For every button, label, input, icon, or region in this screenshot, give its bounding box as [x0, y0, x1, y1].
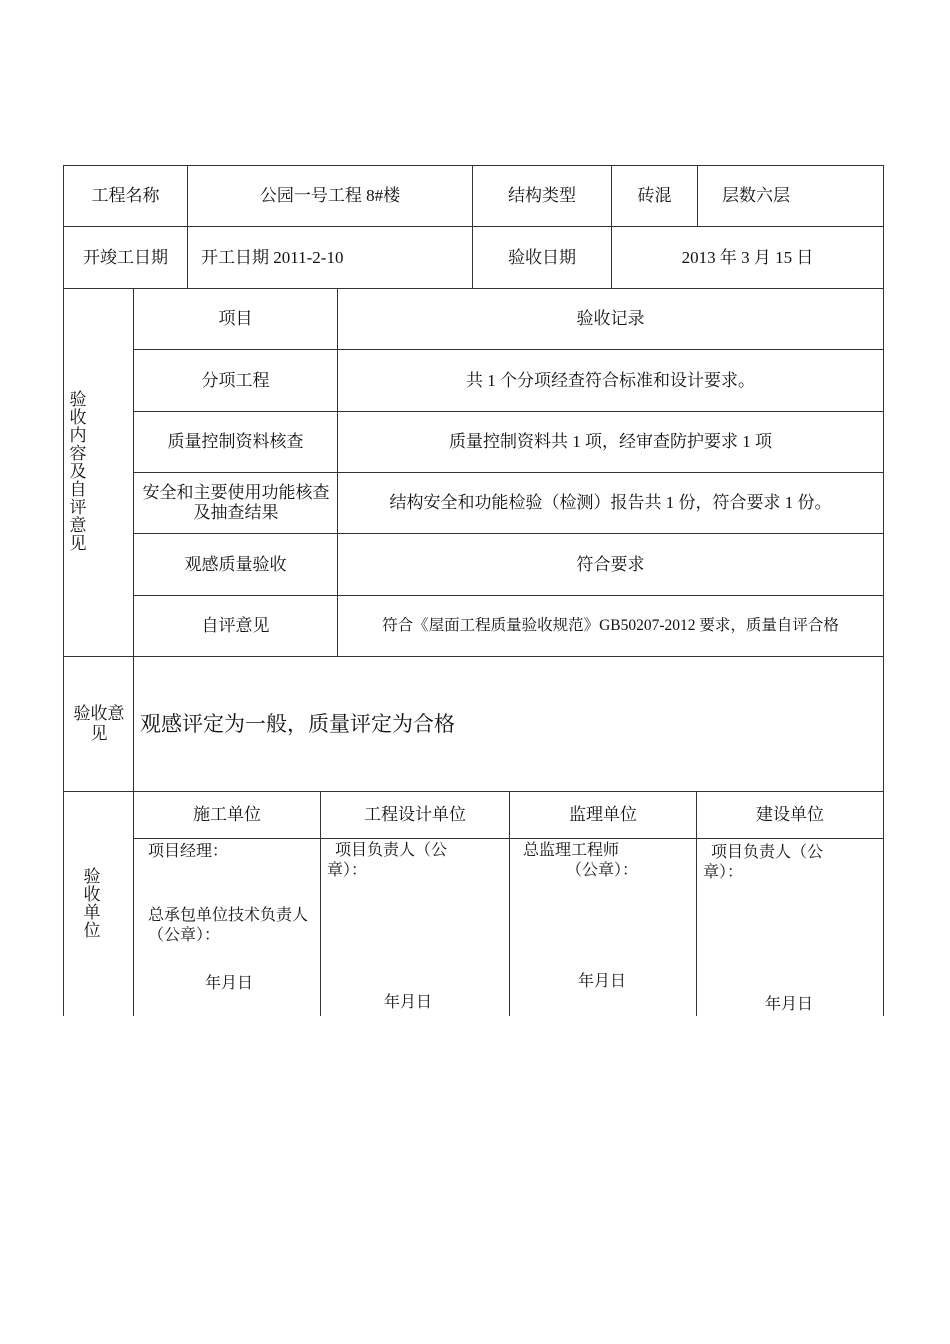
record-appearance: 符合要求 — [576, 554, 645, 574]
acceptance-date-label: 验收日期 — [508, 247, 576, 267]
supervision-seal-line: （公章）： — [566, 862, 639, 879]
design-date: 年月日 — [384, 994, 433, 1011]
opinion-label: 验收意见 — [73, 704, 125, 743]
construction-unit-title: 施工单位 — [193, 805, 261, 824]
item-appearance: 观感质量验收 — [184, 554, 287, 574]
item-quality-control: 质量控制资料核查 — [167, 432, 304, 451]
col-divider — [697, 165, 698, 227]
supervision-engineer-line: 总监理工程师 — [523, 842, 620, 859]
project-name-label: 工程名称 — [91, 186, 160, 205]
construction-tech-lead-line: 总承包单位技术负责人（公章）： — [148, 907, 309, 944]
border-right — [883, 165, 884, 1016]
structure-type-value: 砖混 — [637, 186, 672, 205]
opinion-text: 观感评定为一般，质量评定为合格 — [140, 712, 455, 736]
item-safety-check: 安全和主要使用功能核查及抽查结果 — [142, 483, 330, 522]
border-left — [63, 165, 64, 1016]
structure-type-label: 结构类型 — [508, 186, 576, 205]
construction-date: 年月日 — [205, 975, 254, 992]
record-quality-control: 质量控制资料共 1 项，经审查防护要求 1 项 — [449, 432, 772, 451]
record-subitem: 共 1 个分项经查符合标准和设计要求。 — [466, 370, 755, 390]
owner-unit-title: 建设单位 — [756, 805, 824, 824]
supervision-date: 年月日 — [578, 973, 627, 990]
record-self-evaluation: 符合《屋面工程质量验收规范》GB50207-2012 要求，质量自评合格 — [382, 617, 839, 634]
project-name-value: 公园一号工程 8#楼 — [259, 186, 401, 205]
units-side-label: 验收单位 — [83, 867, 101, 940]
supervision-unit-title: 监理单位 — [569, 805, 637, 824]
col-header-item: 项目 — [218, 309, 253, 328]
item-subitem: 分项工程 — [201, 370, 270, 390]
dates-label: 开竣工日期 — [83, 247, 168, 267]
col-header-record: 验收记录 — [576, 309, 645, 328]
floors-value: 层数六层 — [722, 186, 790, 205]
owner-date: 年月日 — [765, 996, 814, 1013]
design-unit-title: 工程设计单位 — [364, 805, 466, 824]
owner-lead-line: 项目负责人（公章）： — [703, 844, 824, 881]
item-self-evaluation: 自评意见 — [201, 616, 270, 635]
start-date: 开工日期 2011-2-10 — [201, 247, 344, 267]
design-lead-line: 项目负责人（公章）： — [327, 842, 448, 879]
content-side-label: 验收内容及自评意见 — [69, 390, 87, 553]
construction-manager-line: 项目经理： — [148, 843, 229, 860]
acceptance-date-value: 2013 年 3 月 15 日 — [681, 247, 814, 267]
record-safety-check: 结构安全和功能检验（检测）报告共 1 份，符合要求 1 份。 — [389, 493, 832, 512]
